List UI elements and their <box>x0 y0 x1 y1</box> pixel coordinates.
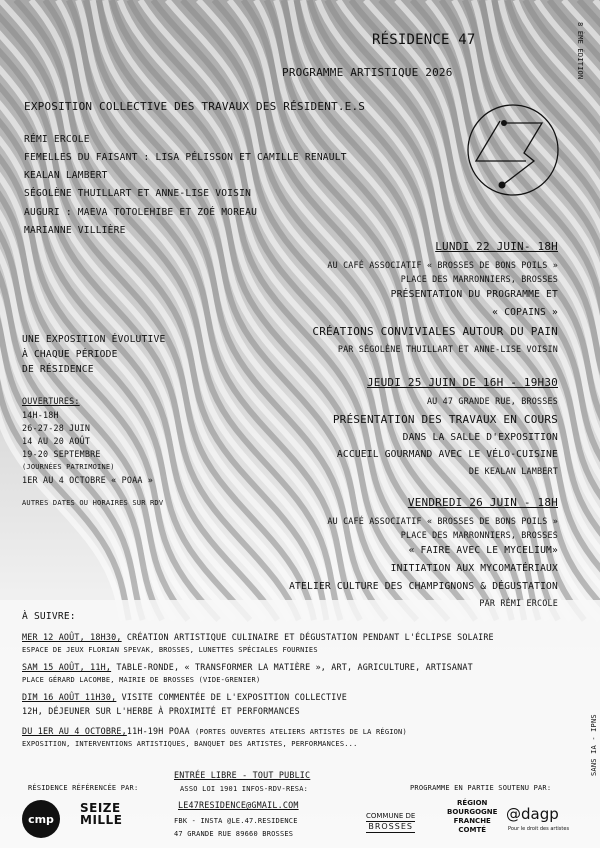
commune-line: COMMUNE DE <box>366 812 416 820</box>
upcoming-when: MER 12 AOÛT, 18H30, <box>22 632 122 642</box>
commune-brosses-logo <box>366 811 415 833</box>
other-dates-note: AUTRES DATES OU HORAIRES SUR RDV <box>22 499 164 507</box>
upcoming-what: TABLE-RONDE, « TRANSFORMER LA MATIÈRE », ART, AGRICULTURE, ARTISANAT <box>111 662 473 672</box>
region-line: COMTÉ <box>458 826 487 834</box>
upcoming-when: DIM 16 AOÛT 11H30, <box>22 692 117 702</box>
entry-label: ENTRÉE LIBRE - TOUT PUBLIC <box>174 770 311 780</box>
upcoming-what: CRÉATION ARTISTIQUE CULINAIRE ET DÉGUSTATION PENDANT L'ÉCLIPSE SOLAIRE <box>121 632 494 642</box>
event-date-2: JEUDI 25 JUIN DE 16H - 19H30 <box>366 376 558 389</box>
upcoming-item <box>22 692 347 702</box>
residence-title: RÉSIDENCE 47 <box>372 32 476 48</box>
artist-item: FEMELLES DU FAISANT : LISA PÉLISSON ET CAMILLE RENAULT <box>24 152 347 163</box>
exhibition-heading: EXPOSITION COLLECTIVE DES TRAVAUX DES RÉSIDENT.E.S <box>24 100 366 113</box>
artist-item: MARIANNE VILLIÈRE <box>24 225 126 236</box>
openings-label: OUVERTURES: <box>22 396 80 406</box>
upcoming-label: À SUIVRE: <box>22 611 76 622</box>
event-line: PRÉSENTATION DU PROGRAMME ET <box>390 289 558 300</box>
upcoming-when: SAM 15 AOÛT, 11H, <box>22 662 112 672</box>
event-line: ATELIER CULTURE DES CHAMPIGNONS & DÉGUSTATION <box>289 581 558 592</box>
event-line: ACCUEIL GOURMAND AVEC LE VÉLO-CUISINE <box>336 449 558 460</box>
event-line: PAR SÉGOLÈNE THUILLART ET ANNE-LISE VOISIN <box>337 344 558 354</box>
event-line: « COPAINS » <box>492 307 558 318</box>
upcoming-detail: EXPOSITION, INTERVENTIONS ARTISTIQUES, BANQUET DES ARTISTES, PERFORMANCES... <box>22 740 358 748</box>
event-line: AU CAFÉ ASSOCIATIF « BROSSES DE BONS POILS » <box>327 260 558 270</box>
contact-email[interactable]: LE47RESIDENCE@GMAIL.COM <box>178 800 299 810</box>
seize-mille-logo <box>80 802 122 826</box>
event-line: DE KEALAN LAMBERT <box>468 466 558 476</box>
opening-item: 26-27-28 JUIN <box>22 423 91 433</box>
upcoming-detail: ESPACE DE JEUX FLORIAN SPEVAK, BROSSES, LUNETTES SPÉCIALES FOURNIES <box>22 646 318 654</box>
opening-item: 14H-18H <box>22 410 59 420</box>
support-label: PROGRAMME EN PARTIE SOUTENU PAR: <box>410 784 552 792</box>
side-note: SANS IA - IPNS <box>590 714 598 776</box>
event-date-3: VENDREDI 26 JUIN - 18H <box>407 496 558 509</box>
event-line: PAR RÉMI ERCOLE <box>479 598 558 608</box>
residence-47-logo <box>466 103 560 197</box>
referenced-by-label: RÉSIDENCE RÉFÉRENCÉE PAR: <box>28 784 139 792</box>
commune-line: BROSSES <box>366 822 415 833</box>
event-line: PLACE DES MARRONNIERS, BROSSES <box>400 274 558 284</box>
adagp-logo: @dagp <box>506 805 559 823</box>
opening-item: 1ER AU 4 OCTOBRE « POAA » <box>22 475 154 485</box>
upcoming-item <box>22 662 473 672</box>
event-line: PLACE DES MARRONNIERS, BROSSES <box>400 530 558 540</box>
upcoming-extra: (PORTES OUVERTES ATELIERS ARTISTES DE LA RÉGION) <box>195 728 407 736</box>
evolving-line: UNE EXPOSITION ÉVOLUTIVE <box>22 334 166 345</box>
event-line: CRÉATIONS CONVIVIALES AUTOUR DU PAIN <box>312 325 558 338</box>
event-line: DANS LA SALLE D'EXPOSITION <box>402 432 558 443</box>
event-line: INITIATION AUX MYCOMATÉRIAUX <box>390 563 558 574</box>
adagp-subtitle: Pour le droit des artistes <box>508 826 570 832</box>
opening-item: 14 AU 20 AOÛT <box>22 436 91 446</box>
artist-item: KEALAN LAMBERT <box>24 170 108 181</box>
program-subtitle: PROGRAMME ARTISTIQUE 2026 <box>282 66 453 79</box>
association-info: ASSO LOI 1901 INFOS-RDV-RESA: <box>180 785 309 793</box>
event-line: AU CAFÉ ASSOCIATIF « BROSSES DE BONS POILS » <box>327 516 558 526</box>
artist-item: SÉGOLÈNE THUILLART ET ANNE-LISE VOISIN <box>24 188 252 199</box>
event-line: « FAIRE AVEC LE MYCELIUM» <box>408 545 558 556</box>
event-line: AU 47 GRANDE RUE, BROSSES <box>426 396 558 406</box>
region-logo <box>447 799 497 835</box>
upcoming-item <box>22 632 494 642</box>
region-line: RÉGION <box>457 799 488 807</box>
artist-item: AUGURI : MAEVA TOTOLEHIBE ET ZOÉ MOREAU <box>24 207 258 218</box>
cmp-logo: cmp <box>22 800 60 838</box>
address: 47 GRANDE RUE 89660 BROSSES <box>174 830 294 838</box>
opening-item: 19-20 SEPTEMBRE <box>22 449 101 459</box>
artist-item: RÉMI ERCOLE <box>24 134 90 145</box>
upcoming-detail: PLACE GÉRARD LACOMBE, MAIRIE DE BROSSES (VIDE-GRENIER) <box>22 676 261 684</box>
seize-mille-line: SEIZE <box>80 801 121 815</box>
upcoming-what: 11H-19H POAA <box>126 726 195 736</box>
event-line: PRÉSENTATION DES TRAVAUX EN COURS <box>332 413 558 426</box>
social-handle[interactable]: FBK - INSTA @LE.47.RESIDENCE <box>174 817 298 825</box>
opening-item: (JOURNÉES PATRIMOINE) <box>22 463 115 471</box>
upcoming-what: VISITE COMMENTÉE DE L'EXPOSITION COLLECTIVE <box>116 692 348 702</box>
evolving-line: DE RÉSIDENCE <box>22 364 94 375</box>
evolving-line: À CHAQUE PÉRIODE <box>22 349 118 360</box>
upcoming-detail: 12H, DÉJEUNER SUR L'HERBE À PROXIMITÉ ET PERFORMANCES <box>22 706 300 716</box>
seize-mille-line: MILLE <box>80 813 123 827</box>
upcoming-item <box>22 726 407 736</box>
region-line: FRANCHE <box>453 817 491 825</box>
upcoming-when: DU 1ER AU 4 OCTOBRE, <box>22 726 127 736</box>
edition-label: 8 ÈME ÉDITION <box>576 22 584 80</box>
region-line: BOURGOGNE <box>447 808 498 816</box>
event-date-1: LUNDI 22 JUIN- 18H <box>435 240 558 253</box>
